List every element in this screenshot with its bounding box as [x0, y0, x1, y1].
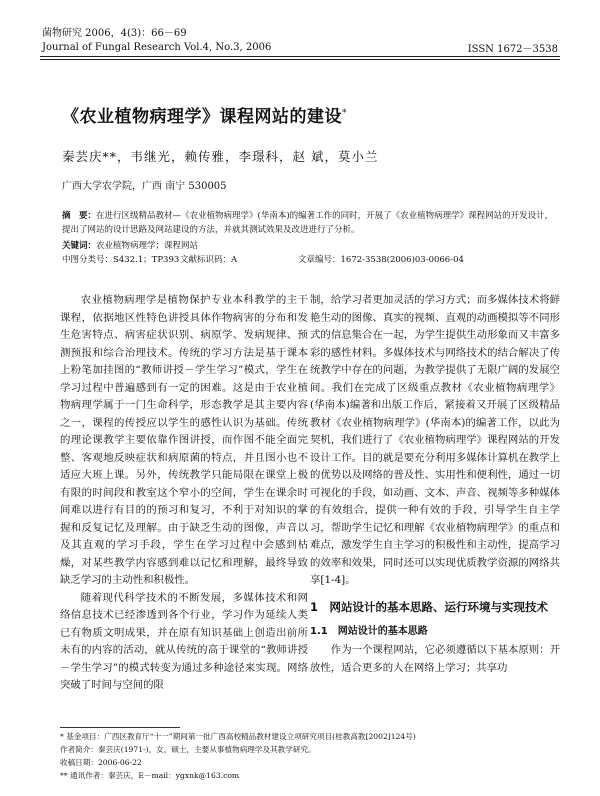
footnote-funding: * 基金项目：广西区教育厅“十一”期间第一批广西高校精品教材建设立项研究项目(桂教高教[2002]124号)	[60, 732, 416, 741]
title-text: 《农业植物病理学》课程网站的建设	[62, 107, 342, 127]
body-paragraph: 作为一个课程网站，它必须遵循以下基本原则：开放性，适合更多的人在网络上学习；共享功	[310, 644, 560, 674]
footnote-rule	[60, 727, 180, 728]
abstract	[62, 209, 560, 237]
journal-header-en: Journal of Fungal Research Vol.4, No.3, 2006	[42, 42, 272, 53]
keywords-label: 关键词：	[62, 241, 97, 251]
body-column-left	[60, 292, 308, 695]
title-mark: *	[342, 108, 347, 119]
header-rule	[40, 56, 560, 57]
body-paragraph: 制，给学习者更加灵活的学习方式；而多媒体技术将鲜艳生动的图像、真实的视频、直观的动画模拟等不同形式的信息集合在一起，为学生提供生动形象而又丰富多彩的感性材料。多媒体技术与网络技术的结合解决了传统教学中存在的问题，为教学提供了无限广阔的发展空间。我们在完成了区级重点教材《农业植物病理学》(华南本)编著和出版工作后，紧接着又开展了区级精品教材《农业植物病理学》(华南本)的编著工作，以此为契机，我们进行了《农业植物病理学》课程网站的开发设计工作。目的就是要充分利用多媒体计算机在教学上的优势以及网络的普及性、实用性和便利性，通过一切可视化的手段，如动画、文本、声音、视频等多种媒体的有效组合，提供一种有效的手段，引导学生自主学习，帮助学生记忆和理解《农业植物病理学》的重点和难点，激发学生自主学习的积极性和主动性，提高学习的效率和效果，同时还可以实现优质教学资源的网络共享[1-4]。	[310, 294, 560, 586]
authors: 秦芸庆**，韦继光，赖传雅，李璟科，赵 斌，莫小兰	[62, 149, 379, 164]
journal-header-cn: 菌物研究 2006，4(3)：66－69	[42, 28, 187, 39]
footnote-line: ** 通讯作者：秦芸庆，E－mail：ygxnk@163.com	[60, 771, 240, 780]
abstract-label: 摘 要：	[62, 211, 97, 221]
subsection-heading: 1.1 网站设计的基本思路	[310, 625, 428, 637]
doc-code: 文献标识码：A	[180, 255, 238, 265]
affiliation: 广西大学农学院，广西 南宁 530005	[62, 181, 227, 192]
body-column-right	[310, 292, 560, 677]
issn: ISSN 1672－3538	[467, 44, 558, 55]
abstract-text: 在进行区级精品教材—《农业植物病理学》(华南本)的编著工作的同时，开展了《农业植物病理学》课程网站的开发设计，提出了网站的设计思路及网站建设的方法，并就其测试效果及改进进行了分析。	[62, 211, 554, 235]
article-number: 文章编号：1672-3538(2006)03-0066-04	[298, 255, 464, 265]
footnote-line: 收稿日期：2006-06-22	[60, 758, 142, 767]
section-heading: 1 网站设计的基本思路、运行环境与实现技术	[310, 599, 548, 614]
footnotes	[60, 730, 560, 782]
body-paragraph: 农业植物病理学是植物保护专业本科教学的主干课程，依据地区性特色讲授具体作物病害的分布和发生危害特点、病害症状识别、病原学、发病规律、预测预报和综合治理技术。传统的学习方法是基于课本上粉笔加挂图的“教师讲授－学生学习”模式，学生在学习过程中普遍感到有一定的困难。这是由于农业植物病理学属于一门生命科学，形态教学是其主要内容之一，课程的传授应以学生的感性认识为基础。传统的理论课教学主要依靠作图讲授，而作图不能全面完整、客观地反映症状和病原菌的特点，并且图小也不适应大班上课。另外，传统教学只能局限在课堂上极有限的时间段和教室这个窄小的空间，学生在课余时间难以进行有目的的预习和复习，不利于对知识的掌握和反复记忆及理解。由于缺乏生动的图像，声音以及其直观的学习手段，学生在学习过程中会感到枯燥，对某些教学内容感到难以记忆和理解，最终导致缺乏学习的主动性和积极性。	[60, 294, 308, 586]
clc-number: 中图分类号：S432.1；TP393	[62, 255, 180, 265]
keywords-text: 农业植物病理学；课程网站	[96, 241, 199, 251]
keywords	[62, 239, 198, 251]
footnote-line: 作者简介：秦芸庆(1971-)，女，硕士，主要从事植物病理学及其教学研究。	[60, 745, 316, 754]
header-rule-thin	[40, 59, 560, 60]
article-title	[62, 102, 347, 127]
body-paragraph: 随着现代科学技术的不断发展，多媒体技术和网络信息技术已经渗透到各个行业，学习作为延续人类已有物质文明成果，并在原有知识基础上创造出前所未有的内容的活动，就从传统的高于课堂的“教师讲授－学生学习”的模式转变为通过多种途径来实现。网络突破了时间与空间的限	[60, 591, 308, 691]
